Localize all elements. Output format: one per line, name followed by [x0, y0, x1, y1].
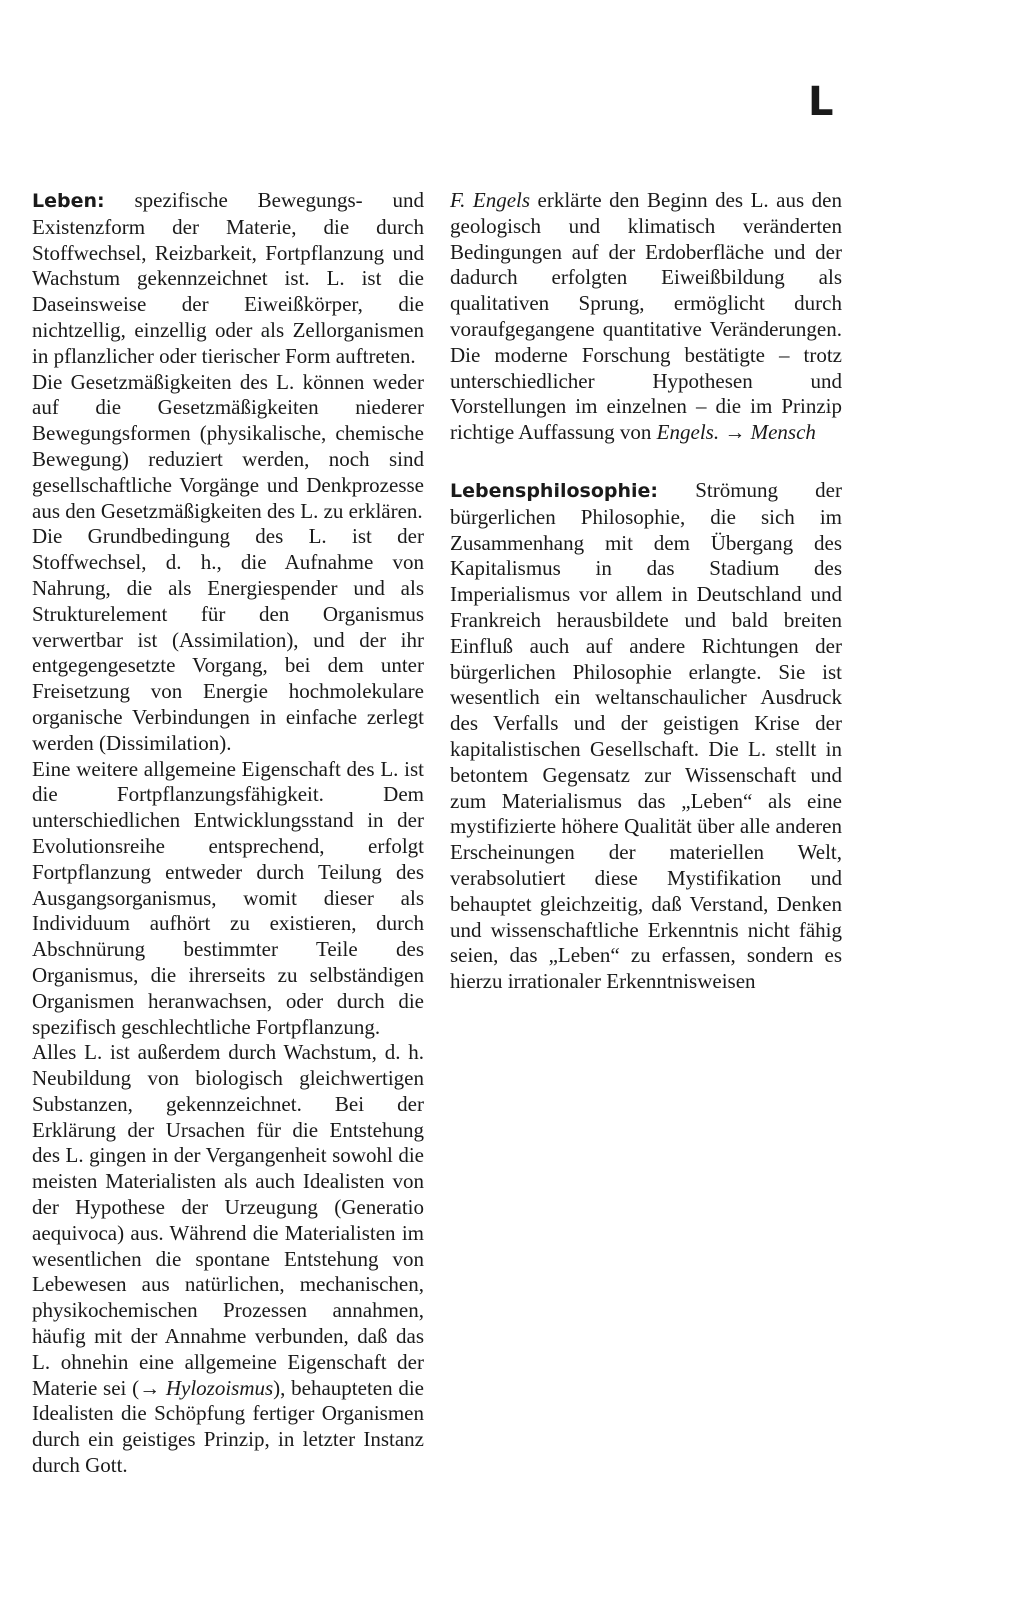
entry-text: erklärte den Beginn des L. aus den geologisch und klimatisch veränderten Bedingungen auf der Erdoberfläche und der dadurch erfolgten Eiweißbildung als qualitativen Sprung, ermöglicht durch voraufgegangene quantitative Veränderungen. Die moderne Forschung bestätigte – trotz unterschiedlicher Hypothesen und Vorstellungen im einzelnen – die im Prinzip richtige Auffassung von — [450, 188, 842, 445]
entry-leben-p6 — [450, 188, 842, 446]
entry-leben-p2: Die Gesetzmäßigkeiten des L. können weder auf die Gesetzmäßigkeiten niederer Bewegungsformen (physikalische, chemische Bewegung) reduziert werden, noch sind gesellschaftliche Vorgänge und Denkprozesse aus den Gesetzmäßigkeiten des L. zu erklären. — [32, 369, 424, 523]
entry-text: Alles L. ist außerdem durch Wachstum, d. h. Neubildung von biologisch gleichwertigen Substanzen, gekennzeichnet. Bei der Erklärung der Ursachen für die Entstehung des L. gingen in der Vergangenheit sowohl die meisten Materialisten als auch Idealisten von der Hypothese der Urzeugung (Generatio aequivoca) aus. Während die Materialisten im wesentlichen die spontane Entstehung von Lebewesen aus natürlichen, mechanischen, physikochemischen Prozessen annahmen, häufig mit der Annahme verbunden, daß das L. ohnehin eine allgemeine Eigenschaft der Materie sei ( — [32, 1040, 424, 1400]
left-column — [32, 188, 424, 1479]
person-name-engels-2: Engels. — [656, 420, 720, 445]
term-colon: : — [650, 479, 659, 502]
person-name-engels: F. Engels — [450, 188, 531, 212]
right-column — [450, 188, 842, 995]
entry-term-leben: Leben — [32, 190, 98, 212]
entry-term-lebensphilosophie: Lebensphilosophie — [450, 479, 651, 502]
cross-reference-mensch: Mensch — [750, 420, 816, 445]
term-colon: : — [97, 190, 105, 212]
entry-lebensphilosophie — [450, 478, 842, 995]
entry-leben-p4: Eine weitere allgemeine Eigenschaft des L. ist die Fortpflanzungsfähigkeit. Dem unterschiedlichen Entwicklungsstand in der Evolutionsreihe entsprechend, erfolgt Fortpflanzung entweder durch Teilung des Ausgangsorganismus, womit dieser als Individuum aufhört zu existieren, durch Abschnürung bestimmter Teile des Organismus, die ihrerseits zu selbständigen Organismen heranwachsen, oder durch die spezifisch geschlechtliche Fortpflanzung. — [32, 756, 424, 1039]
entry-leben-p5 — [32, 1040, 424, 1479]
cross-reference-arrow: → — [139, 1375, 161, 1400]
entry-text: Strömung der bürgerlichen Philosophie, die sich im Zusammenhang mit dem Übergang des Kapitalismus in das Stadium des Imperialismus vor allem in Deutschland und Frankreich herausbildete und bald breiten Einfluß auch auf andere Richtungen der bürgerlichen Philosophie erlangte. Sie ist wesentlich ein weltanschaulicher Ausdruck des Verfalls und der geistigen Krise der kapitalistischen Gesellschaft. Die L. stellt in betontem Gegensatz zur Wissenschaft und zum Materialismus das „Leben“ als eine mystifizierte höhere Qualität über alle anderen Erscheinungen der materiellen Welt, verabsolutiert diese Mystifikation und behauptet gleichzeitig, daß Verstand, Denken und wissenschaftliche Erkenntnis nicht fähig seien, das „Leben“ zu erfassen, sondern es hierzu irrationaler Erkenntnisweisen — [450, 477, 842, 994]
entry-text: spezifische Bewegungs- und Existenzform der Materie, die durch Stoffwechsel, Reizbarkeit, Fortpflanzung und Wachstum gekennzeichnet ist. L. ist die Daseinsweise der Eiweißkörper, die nichtzellig, einzellig oder als Zellorganismen in pflanzlicher oder tierischer Form auftreten. — [32, 188, 424, 368]
entry-leben-p1 — [32, 188, 424, 370]
cross-reference-arrow: → — [724, 420, 746, 445]
entry-text: ), behaupteten die Idealisten die Schöpfung fertiger Organismen durch ein geistiges Prinzip, in letzter Instanz durch Gott. — [32, 1375, 424, 1478]
entry-leben-p3: Die Grundbedingung des L. ist der Stoffwechsel, d. h., die Aufnahme von Nahrung, die als Energiespender und als Strukturelement für den Organismus verwertbar ist (Assimilation), und der ihr entgegengesetzte Vorgang, bei dem unter Freisetzung von Energie hochmolekulare organische Verbindungen in einfache zerlegt werden (Dissimilation). — [32, 524, 424, 755]
cross-reference-hylozoismus: Hylozoismus — [165, 1375, 274, 1400]
page-letter-heading: L — [808, 79, 834, 125]
